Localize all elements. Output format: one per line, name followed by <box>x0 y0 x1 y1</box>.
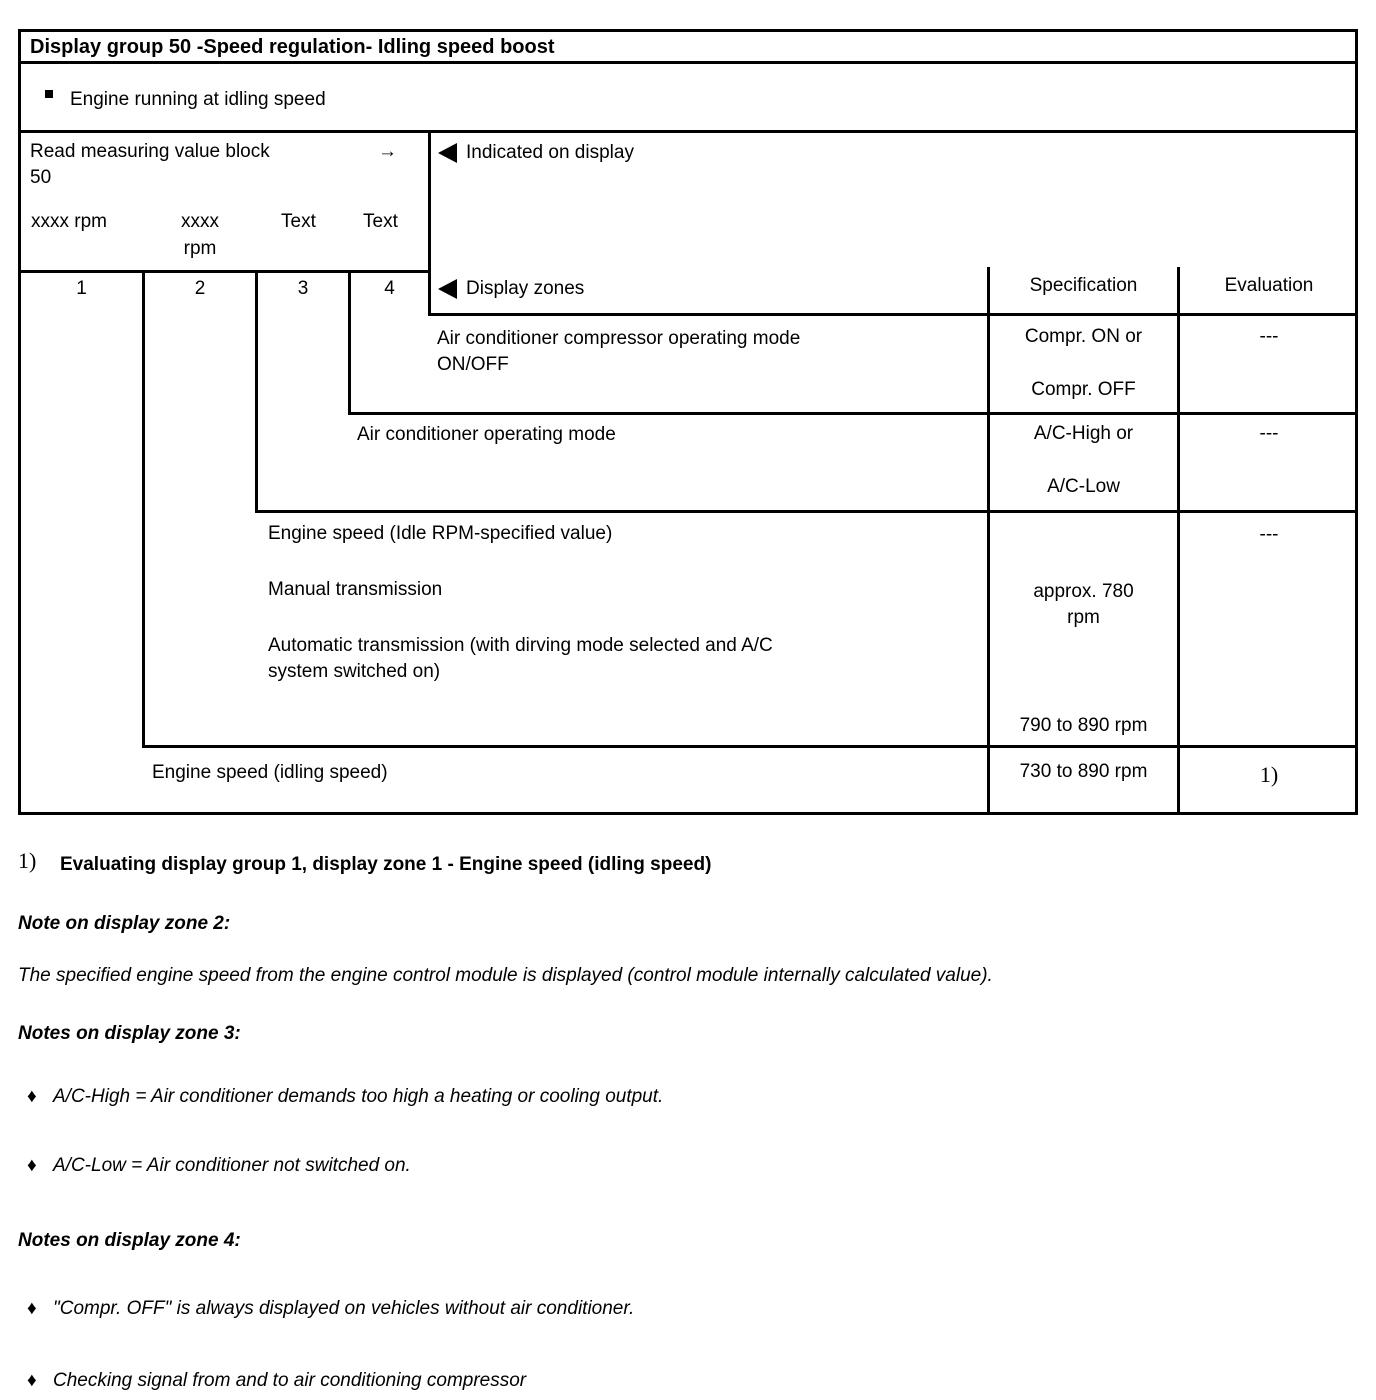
zone-number-3: 3 <box>297 278 309 299</box>
zone2-evaluation: --- <box>1259 524 1279 545</box>
zone4-description-line2: ON/OFF <box>437 354 509 375</box>
indicated-on-display-label: Indicated on display <box>466 142 634 163</box>
diamond-bullet-icon: ♦ <box>27 1298 37 1319</box>
zone2-description-line3b: system switched on) <box>268 661 441 682</box>
header-row-divider <box>428 313 1358 316</box>
zone2-description-line3a: Automatic transmission (with dirving mode selected and A/C <box>268 635 773 656</box>
table-border-left <box>18 29 21 815</box>
read-block-right-divider <box>428 130 431 316</box>
zone2-specification-line2: 790 to 890 rpm <box>1019 715 1148 736</box>
zone4-description-line1: Air conditioner compressor operating mode <box>437 328 801 349</box>
footnote-marker: 1) <box>18 848 37 873</box>
zone1-evaluation-footnote-marker: 1) <box>1259 762 1279 787</box>
zone3-specification-line1: A/C-High or <box>1033 423 1134 444</box>
read-block-line1: Read measuring value block <box>30 141 270 162</box>
table-border-top <box>18 29 1358 32</box>
zone1-specification: 730 to 890 rpm <box>1019 761 1148 782</box>
display-format-col2-line2: rpm <box>183 238 217 259</box>
title-row-divider <box>18 61 1358 64</box>
note-zone4-item2: Checking signal from and to air conditioning compressor <box>53 1370 527 1391</box>
zone-number-1: 1 <box>76 278 87 299</box>
left-triangle-icon <box>438 279 457 299</box>
zone-number-2: 2 <box>194 278 206 299</box>
note-zone3-heading: Notes on display zone 3: <box>18 1023 241 1044</box>
display-format-col4: Text <box>363 211 398 232</box>
read-block-line2: 50 <box>30 167 52 188</box>
display-format-col3: Text <box>281 211 316 232</box>
note-zone3-item1: A/C-High = Air conditioner demands too high a heating or cooling output. <box>53 1086 664 1107</box>
zone1-description: Engine speed (idling speed) <box>152 762 388 783</box>
zone4-specification-line1: Compr. ON or <box>1024 326 1143 347</box>
zone4-row-divider <box>348 412 1358 415</box>
col-divider-2-3 <box>255 270 258 513</box>
zone-number-4: 4 <box>384 278 395 299</box>
diamond-bullet-icon: ♦ <box>27 1086 37 1107</box>
zone3-row-divider <box>255 510 1358 513</box>
zone3-evaluation: --- <box>1259 423 1279 444</box>
display-zones-label: Display zones <box>466 278 585 299</box>
precondition-text: Engine running at idling speed <box>70 89 326 110</box>
zone4-evaluation: --- <box>1259 326 1279 347</box>
table-border-bottom <box>18 812 1358 815</box>
arrow-right-icon: → <box>378 141 397 162</box>
specification-header: Specification <box>1029 275 1138 296</box>
zone3-description: Air conditioner operating mode <box>357 424 616 445</box>
zone2-specification-line1a: approx. 780 <box>1033 581 1134 602</box>
display-format-col1: xxxx rpm <box>31 211 107 232</box>
zone2-description-line1: Engine speed (Idle RPM-specified value) <box>268 523 613 544</box>
left-triangle-icon <box>438 143 457 163</box>
diamond-bullet-icon: ♦ <box>27 1155 37 1176</box>
note-zone3-item2: A/C-Low = Air conditioner not switched on. <box>53 1155 411 1176</box>
precondition-bullet-icon <box>45 90 53 98</box>
note-zone2-heading: Note on display zone 2: <box>18 913 231 934</box>
read-block-bottom-divider <box>18 270 431 273</box>
zone3-specification-line2: A/C-Low <box>1047 476 1120 497</box>
diamond-bullet-icon: ♦ <box>27 1370 37 1391</box>
col-divider-1-2 <box>142 270 145 748</box>
footnote-text: Evaluating display group 1, display zone 1 - Engine speed (idling speed) <box>60 854 712 875</box>
zone4-specification-line2: Compr. OFF <box>1031 379 1136 400</box>
zone2-row-divider <box>142 745 1358 748</box>
table-title: Display group 50 -Speed regulation- Idling speed boost <box>30 36 555 58</box>
note-zone4-item1: "Compr. OFF" is always displayed on vehicles without air conditioner. <box>53 1298 635 1319</box>
display-format-col2-line1: xxxx <box>181 211 219 232</box>
zone2-specification-line1b: rpm <box>1067 607 1100 628</box>
evaluation-header: Evaluation <box>1224 275 1314 296</box>
note-zone4-heading: Notes on display zone 4: <box>18 1230 241 1251</box>
precondition-row-divider <box>18 130 1358 133</box>
note-zone2-body: The specified engine speed from the engine control module is displayed (control module internally calculated value). <box>18 965 993 986</box>
zone2-description-line2: Manual transmission <box>268 579 443 600</box>
